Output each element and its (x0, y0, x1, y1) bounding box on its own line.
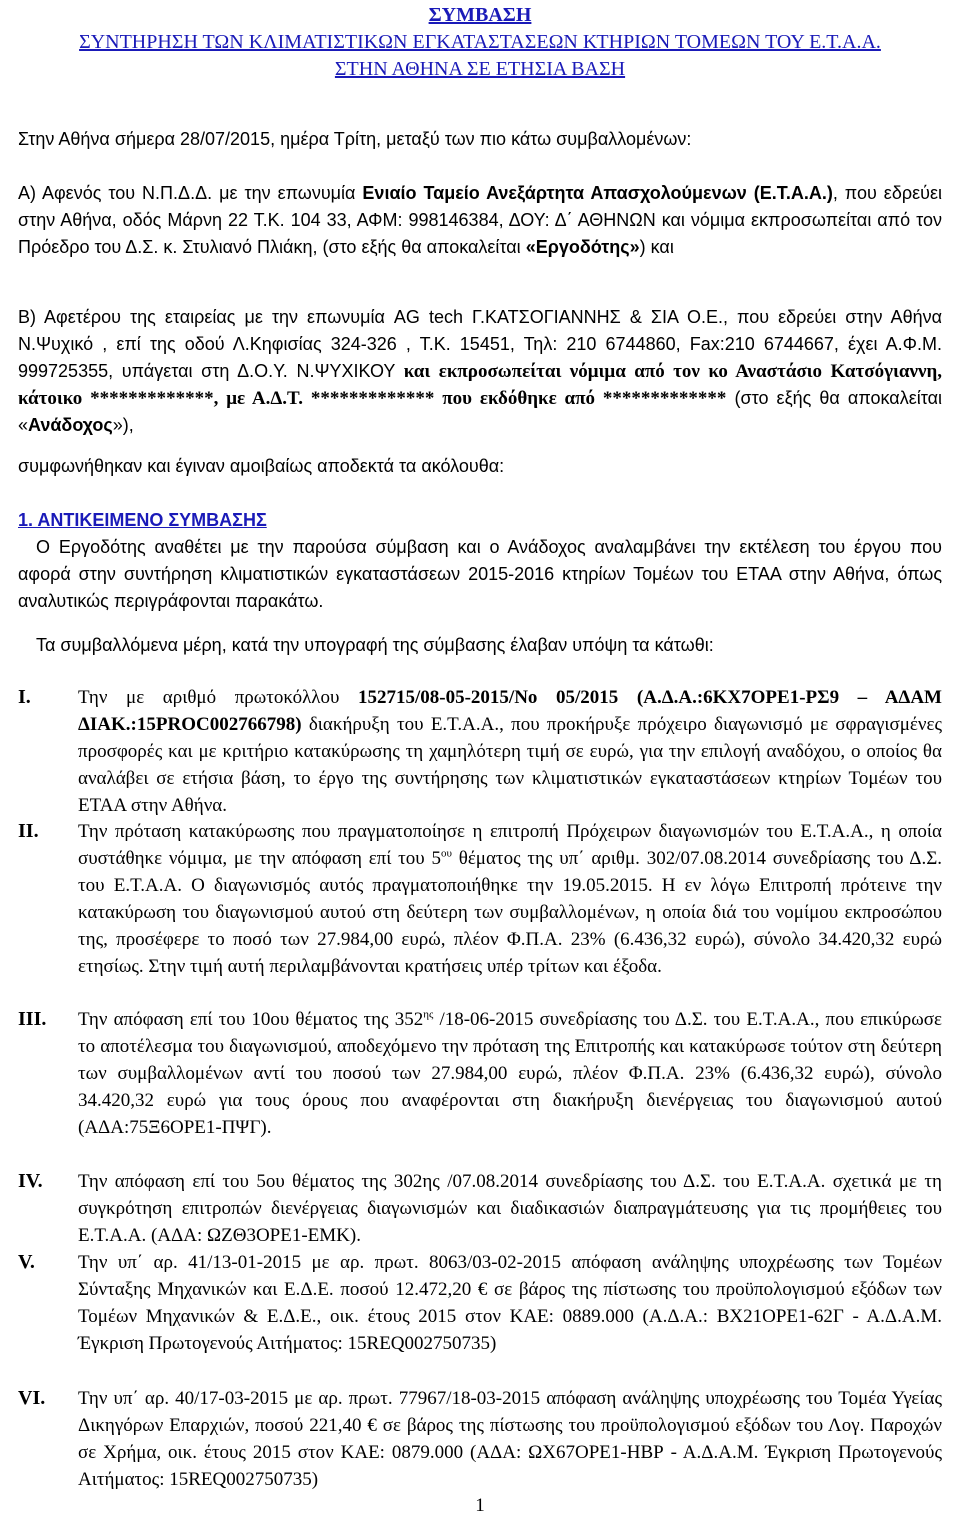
item-number: II. (18, 820, 39, 842)
agreed-line: συμφωνήθηκαν και έγιναν αμοιβαίως αποδεκτά τα ακόλουθα: (18, 456, 505, 476)
item-reference: 152715/08-05-2015/Νο 05/2015 (Α.Δ.Α.:6ΚΧ7ΟΡΕ1-ΡΣ9 – ΑΔΑΜ ΔΙΑΚ.:15PROC002766798) (78, 687, 942, 735)
document-subtitle-2: ΣΤΗΝ ΑΘΗΝΑ ΣΕ ΕΤΗΣΙΑ ΒΑΣΗ (334, 58, 626, 80)
document-header (0, 2, 960, 83)
party-a-name: Ενιαίο Ταμείο Ανεξάρτητα Απασχολούμενων (Ε.Τ.Α.Α.) (362, 183, 833, 203)
party-b-text-4: »), (112, 415, 134, 435)
item-text (78, 818, 942, 980)
item-text (78, 1385, 942, 1493)
party-b-representative: και εκπροσωπείται νόμιμα από τον κο Αναστάσιο Κατσόγιαννη, κάτοικο *************, με Α.Δ.Τ. ************* που εκδόθηκε από ************* (18, 361, 943, 409)
party-a-role: «Εργοδότης» (525, 237, 640, 257)
item-text (78, 1168, 942, 1249)
page-number: 1 (475, 1495, 485, 1516)
intro-paragraph: Στην Αθήνα σήμερα 28/07/2015, ημέρα Τρίτη, μεταξύ των πιο κάτω συμβαλλομένων: (18, 129, 692, 149)
item-number: III. (18, 1008, 47, 1030)
party-a-text-1: Α) Αφενός του Ν.Π.Δ.Δ. με την επωνυμία (18, 183, 363, 203)
item-number: I. (18, 686, 31, 708)
item-text-part: Την πρόταση κατακύρωσης που πραγματοποίησε η επιτροπή Πρόχειρων διαγωνισμών του Ε.Τ.Α.Α., η οποία συστάθηκε νόμιμα, με την απόφαση επί του 5 (78, 821, 942, 869)
item-number: IV. (18, 1170, 43, 1192)
party-b-role: Ανάδοχος (28, 415, 113, 435)
item-superscript: ης (423, 1008, 434, 1021)
item-text-part: Την απόφαση επί του 10ου θέματος της 352 (78, 1009, 424, 1030)
item-text (78, 684, 942, 819)
party-b-text-1: Β) Αφετέρου της εταιρείας με την επωνυμία AG tech Γ.ΚΑΤΣΟΓΙΑΝΝΗΣ & ΣΙΑ Ο.Ε., που εδρεύει στην Αθήνα Ν.Ψυχικό , επί της οδού Λ.Κηφισίας 324-326 , Τ.Κ. 15451, Τηλ: 210 6744860, Fax:210 6744667, έχει Α.Φ.Μ. 999725355, υπάγεται στη Δ.Ο.Υ. Ν.ΨΥΧΙΚΟΥ (18, 307, 942, 381)
party-b-paragraph (18, 304, 942, 439)
item-text-part: διακήρυξη του Ε.Τ.Α.Α., που προκήρυξε πρόχειρο διαγωνισμό με σφραγισμένες προσφορές και με κριτήριο κατακύρωσης τη χαμηλότερη τιμή σε ευρώ, για την επιλογή αναδόχου, ο οποίος θα αναλάβει σε ετήσια βάση, το έργο της συντήρησης των κλιματιστικών εγκαταστάσεων κτηρίων Τομέων του ΕΤΑΑ στην Αθήνα. (78, 714, 942, 816)
item-text-part: /18-06-2015 συνεδρίασης του Δ.Σ. του Ε.Τ.Α.Α., που επικύρωσε το αποτέλεσμα του διαγωνισμού, αποδεχόμενο την πρόταση της Επιτροπής και κατακύρωσε τούτον στη δεύτερη των συμβαλλομένων αντί του ποσού των 27.984,00 ευρώ, πλέον Φ.Π.Α. 23% (6.436,32 ευρώ), σύνολο 34.420,32 ευρώ για τους όρους που αναφέρονται στη διακήρυξη διενέργειας του διαγωνισμού αυτού (ΑΔΑ:75Ξ6ΟΡΕ1-ΠΨΓ). (78, 1009, 942, 1138)
item-text (78, 1249, 942, 1357)
item-text-part: Την υπ΄ αρ. 40/17-03-2015 με αρ. πρωτ. 77967/18-03-2015 απόφαση ανάληψης υποχρέωσης του Τομέα Υγείας Δικηγόρων Επαρχιών, ποσού 221,40 € σε βάρος της πίστωσης του προϋπολογισμού εξόδων του Λογ. Παροχών σε Χρήμα, οικ. έτους 2015 στον ΚΑΕ: 0879.000 (ΑΔΑ: ΩΧ67ΟΡΕ1-ΗΒΡ - Α.Δ.Α.Μ. Έγκριση Πρωτογενούς Αιτήματος: 15REQ002750735) (78, 1388, 942, 1490)
section-1-heading: 1. ΑΝΤΙΚΕΙΜΕΝΟ ΣΥΜΒΑΣΗΣ (18, 510, 267, 530)
item-text-part: Την απόφαση επί του 5ου θέματος της 302ης /07.08.2014 συνεδρίασης του Δ.Σ. του Ε.Τ.Α.Α. σχετικά με τη συγκρότηση επιτροπών διενέργειας διαγωνισμών και διαδικασιών διαπραγμάτευσης για τις προμήθειες του Ε.Τ.Α.Α. (ΑΔΑ: ΩΖΘ3ΟΡΕ1-ΕΜΚ). (78, 1171, 942, 1246)
section-1-body: Ο Εργοδότης αναθέτει με την παρούσα σύμβαση και ο Ανάδοχος αναλαμβάνει την εκτέλεση του έργου που αφορά στην συντήρηση κλιματιστικών εγκαταστάσεων 2015-2016 κτηρίων Τομέων του ΕΤΑΑ στην Αθήνα, όπως αναλυτικώς περιγράφονται παρακάτω. (18, 537, 942, 611)
item-text (78, 1006, 942, 1141)
item-text-part: θέματος της υπ΄ αριθμ. 302/07.08.2014 συνεδρίασης του Δ.Σ. του Ε.Τ.Α.Α. Ο διαγωνισμός αυτός πραγματοποιήθηκε την 19.05.2015. Η εν λόγω Επιτροπή πρότεινε την κατακύρωση του διαγωνισμού αυτού στη δεύτερη των συμβαλλομένων, η οποία διά του νομίμου εκπροσώπου της, προσέφερε το ποσό των 27.984,00 ευρώ, πλέον Φ.Π.Α. 23% (6.436,32 ευρώ), σύνολο 34.420,32 ευρώ ετησίως. Στην τιμή αυτή περιλαμβάνονται κρατήσεις υπέρ τρίτων και έξοδα. (78, 848, 942, 977)
item-number: V. (18, 1251, 35, 1273)
party-a-paragraph (18, 180, 942, 261)
item-text-part: Την με αριθμό πρωτοκόλλου (78, 687, 358, 708)
item-text-part: Την υπ΄ αρ. 41/13-01-2015 με αρ. πρωτ. 8063/03-02-2015 απόφαση ανάληψης υποχρέωσης των Τομέων Σύνταξης Μηχανικών και Ε.Δ.Ε. ποσού 12.472,20 € σε βάρος της πίστωσης του προϋπολογισμού εξόδων των Τομέων Μηχανικών & Ε.Δ.Ε., οικ. έτους 2015 στον ΚΑΕ: 0889.000 (Α.Δ.Α.: ΒΧ21ΟΡΕ1-62Γ - Α.Δ.Α.Μ. Έγκριση Πρωτογενούς Αιτήματος: 15REQ002750735) (78, 1252, 942, 1354)
item-superscript: ου (440, 847, 452, 860)
considered-line: Τα συμβαλλόμενα μέρη, κατά την υπογραφή της σύμβασης έλαβαν υπόψη τα κάτωθι: (36, 635, 714, 655)
document-title: ΣΥΜΒΑΣΗ (428, 4, 532, 26)
party-b-text-3: (στο εξής θα αποκαλείται « (18, 388, 942, 435)
party-a-text-3: ) και (639, 237, 674, 257)
document-subtitle-1: ΣΥΝΤΗΡΗΣΗ ΤΩΝ ΚΛΙΜΑΤΙΣΤΙΚΩΝ ΕΓΚΑΤΑΣΤΑΣΕΩΝ ΚΤΗΡΙΩΝ ΤΟΜΕΩΝ ΤΟΥ Ε.Τ.Α.Α. (79, 31, 881, 53)
party-a-text-2: , που εδρεύει στην Αθήνα, οδός Μάρνη 22 Τ.Κ. 104 33, ΑΦΜ: 998146384, ΔΟΥ: Δ΄ ΑΘΗΝΩΝ και νόμιμα εκπροσωπείται από τον Πρόεδρο του Δ.Σ. κ. Στυλιανό Πλιάκη, (στο εξής θα αποκαλείται (18, 183, 942, 257)
item-number: VI. (18, 1387, 46, 1409)
